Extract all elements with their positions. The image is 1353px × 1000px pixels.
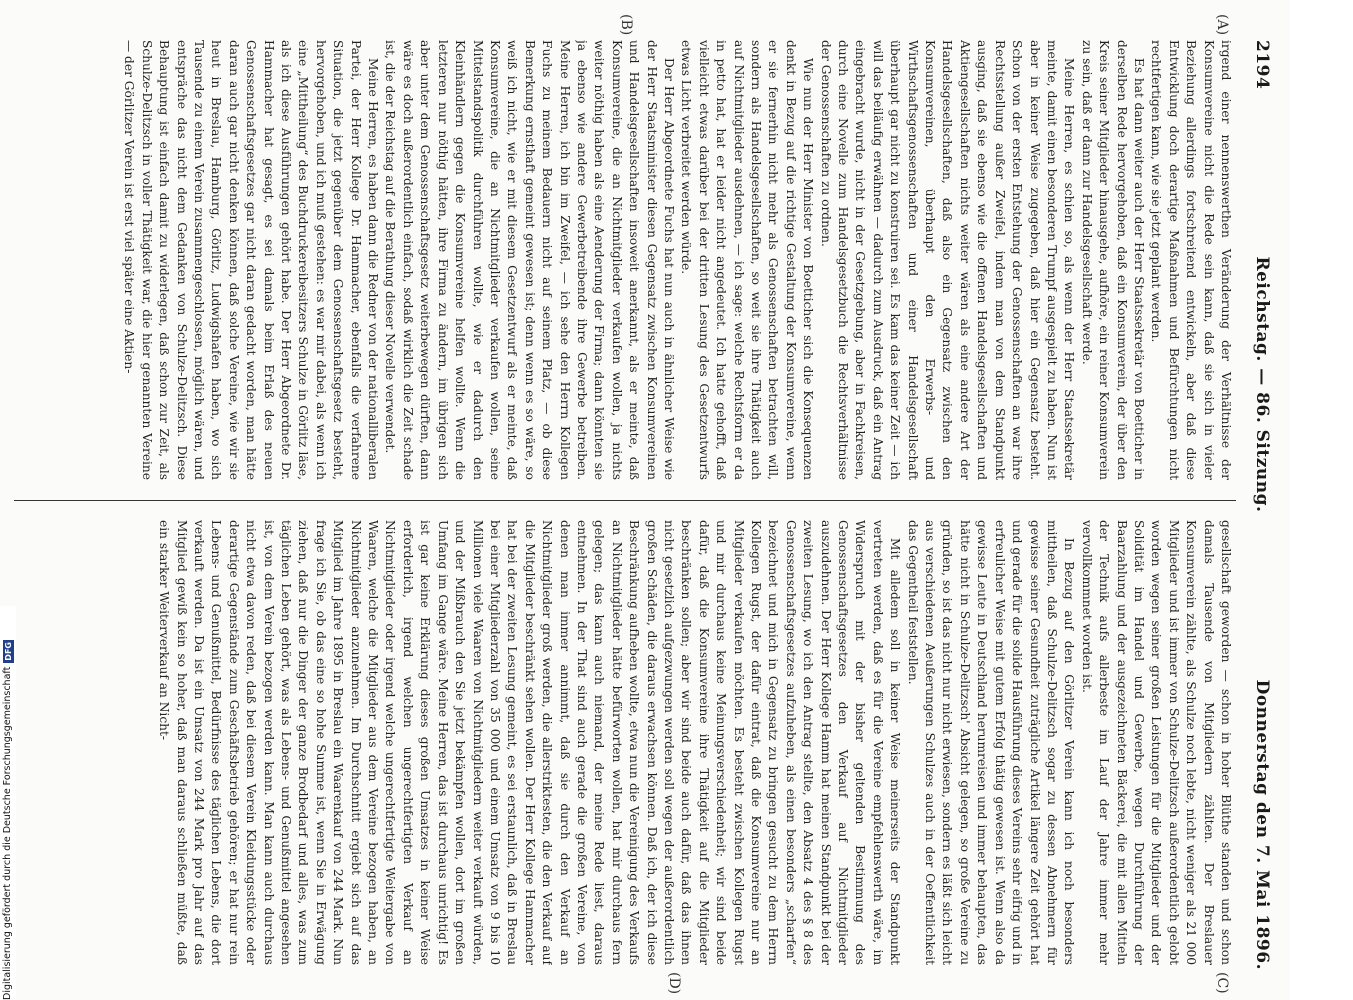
margin-marker-c: (C) <box>1214 972 1230 994</box>
header-title: Reichstag. — 86. Sitzung. <box>1252 256 1272 513</box>
margin-marker-d: (D) <box>666 972 682 995</box>
paragraph: Meine Herren, es haben dann die Redner von der nationalliberalen Partei, der Herr Kollege Dr. Hammacher, ebenfalls die verfahrene Situation, die jetzt gegenüber dem Genossenschaftsgesetz besteht, hervorgehoben, und ich muß gestehen: es war mir dabei, als wenn ich eine „Mittheilung“ des Buchdruckereibesitzers Schulze in Görlitz läse, als ich diese Ausführungen gehört habe. Der Herr Abgeordnete Dr. Hammacher hat gesagt, es sei damals beim Erlaß des neuen Genossenschaftsgesetzes gar nicht daran gedacht worden, man hätte daran auch gar nicht denken können, daß solche Vereine, wie wir sie heut in Breslau, Hamburg, Görlitz, Ludwigshafen haben, wo sich Tausende zu einem Verein zusammengeschlossen, möglich wären, und entspräche das nicht dem Gedanken von Schulze-Delitzsch. Diese Behauptung ist einfach damit zu widerlegen, daß schon zur Zeit, als Schulze-Delitzsch in voller Thätigkeit war, die hier genannten Vereine — der Görlitzer Verein ist erst viel später eine Aktien- <box>122 40 381 480</box>
page-number: 2194 <box>1252 40 1272 90</box>
paragraph: irgend einer nennenswerthen Veränderung der Verhältnisse der Konsumvereine nicht die Rede sein kann, daß sie sich in vieler Beziehung allerdings fortschreitend entwickeln, aber daß diese Entwicklung doch derartige Maßnahmen und Befürchtungen nicht rechtfertigen kann, wie sie jetzt geplant werden. <box>1149 40 1233 480</box>
margin-marker-a: (A) <box>1214 14 1230 36</box>
paragraph: Wie nun der Herr Minister von Boetticher sich die Konsequenzen denkt in Bezug auf die richtige Gestaltung der Konsumvereine, wenn er sie fernerhin nicht mehr als Genossenschaften betrachten will, sondern als Handelsgesellschaften, so weit sie ihre Thätigkeit auch auf Nichtmitglieder ausdehnen, — ich sage: welche Rechtsform er da in petto hat, hat er leider nicht angedeutet. Ich hatte gehofft, daß vielleicht etwas darüber bei der dritten Lesung des Gesetzentwurfs etwas Licht verbreitet werden würde. <box>679 40 816 480</box>
dfg-logo-icon: DFG <box>3 642 13 661</box>
header-date: Donnerstag den 7. Mai 1896. <box>1252 679 1272 970</box>
funding-notice <box>1 606 15 1000</box>
page-header <box>1242 40 1282 970</box>
paragraph: gesellschaft geworden — schon in hoher Blüthe standen und schon damals Tausende von Mitgliedern zählten. Der Breslauer Konsumverein zählte, als Schulze noch lebte, nicht weniger als 21 000 Mitglieder und ist immer von Schulze-Delitzsch außerordentlich gelobt worden wegen seiner großen Leistungen für die Mitglieder und der Solidität im Handel und Gewerbe, wegen Durchführung der Baarzahlung und der ausgezeichneten Bäckerei, die mit allen Mitteln der Technik aufs allerbeste im Lauf der Jahre immer mehr vervollkommnet worden ist. <box>1079 520 1233 965</box>
column-divider <box>14 500 1236 501</box>
margin-marker-b: (B) <box>618 14 634 36</box>
paragraph: Mit alledem soll in keiner Weise meinerseits der Standpunkt vertreten werden, daß es für die Vereine empfehlenswerth wäre, im Widerspruch mit der bisher geltenden Bestimmung des Genossenschaftsgesetzes den Verkauf auf Nichtmitglieder auszudehnen. Der Herr Kollege Hamm hat meinen Standpunkt bei der zweiten Lesung, wo ich den Antrag stellte, den Absatz 4 des § 8 des Genossenschaftsgesetzes aufzuheben, als einen besonders „scharfen“ bezeichnet und mich in Gegensatz zu bringen gesucht zu dem Herrn Kollegen Rugst, der dafür eintrat, daß die Konsumvereine nur an Mitglieder verkaufen möchten. Es besteht zwischen Kollegen Rugst und mir durchaus keine Meinungsverschiedenheit; wir sind beide dafür, daß die Konsumvereine ihre Thätigkeit auf die Mitglieder beschränken sollen; aber wir sind beide auch dafür, daß das ihnen nicht gesetzlich aufgezwungen werden soll wegen der außerordentlich großen Schäden, die daraus erwachsen können. Daß ich, der ich diese Beschränkung aufheben wollte, etwa nun die Vereinigung des Verkaufs an Nichtmitglieder hätte befürworten wollen, hat mir durchaus fern gelegen; das kann auch niemand, der meine Rede liest, daraus entnehmen. In der That sind auch gerade die großen Vereine, von denen man immer annimmt, daß sie durch den Verkauf an Nichtmitglieder groß werden, die allerstriktesten, die den Verkauf auf die Mitglieder beschränkt sehen wollen. Der Herr Kollege Hammacher hat bei der zweiten Lesung gemeint, es sei erstaunlich, daß in Breslau bei einer Mitgliederzahl von 35 000 und einem Umsatz von 9 bis 10 Millionen viele Waaren von Nichtmitgliedern weiter verkauft würden, und der Mißbrauch den Sie jetzt bekämpfen wollen, dort im großen Umfang im Gange wäre. Meine Herren, das ist durchaus unrichtig! Es ist gar keine Erklärung dieses großen Umsatzes in keiner Weise erforderlich, irgend welchen ungerechtfertigten Verkauf an Nichtmitglieder oder irgend welche ungerechtfertigte Weitergabe von Waaren, welche die Mitglieder aus dem Vereine bezogen haben, an Nichtmitglieder anzunehmen. Im Durchschnitt ergiebt sich auf das Mitglied im Jahre 1895 in Breslau ein Waarenkauf von 244 Mark. Nun frage ich Sie, ob das eine so hohe Summe ist, wenn Sie in Erwägung ziehen, daß nur die Dinger der ganze Brodbedarf und alles, was zum täglichen Leben gehört, was als Lebens- und Genußmittel angesehen ist, von dem Verein bezogen werden kann. Man kann auch durchaus nicht etwa davon reden, daß bei diesem Verein Kleidungsstücke oder derartige Gegenstände zum Geschäftsbetrieb gehören; er hat nur rein Lebens- und Genußmittel, Bedürfnisse des täglichen Lebens, die dort verkauft werden. Da ist ein Umsatz von 244 Mark pro Jahr auf das Mitglied gewiß kein so hoher, daß man daraus schließen müßte, daß ein starker Weiterverkauf an Nicht- <box>157 520 903 965</box>
paragraph: In Bezug auf den Görlitzer Verein kann ich noch besonders mittheilen, daß Schulze-Delitzsch sogar zu dessen Abnehmern für gewisse seiner Gesundheit zuträgliche Artikel längere Zeit gehört hat und gerade für die solide Hausführung dieses Vereins sehr eifrig und in erfreulicher Weise mit gutem Erfolg thätig gewesen ist. Wenn also da gewisse Leute in Deutschland herumreisen und immer behaupten, das hätte nicht in Schulze-Delitzsch' Absicht gelegen, so große Vereine zu gründen, so ist das nicht nur nicht erwiesen, sondern es läßt sich leicht aus verschiedenen Aeußerungen Schulzes auch in der Oeffentlichkeit das Gegentheil feststellen. <box>905 520 1077 965</box>
paragraph: Es hat dann weiter auch der Herr Staatssekretär von Boetticher in derselben Rede hervorgehoben, daß ein Konsumverein, der über den Kreis seiner Mitglieder hinausgehe, aufhöre, ein reiner Konsumverein zu sein, daß er dann zur Handelsgesellschaft werde. <box>1079 40 1146 480</box>
left-text-column <box>10 40 1234 480</box>
paragraph: Meine Herren, es schien so, als wenn der Herr Staatssekretär meinte, damit einen besonderen Trumpf ausgespielt zu haben. Nun ist aber in keiner Weise zugegeben, daß hier ein Gegensatz besteht. Schon von der ersten Entstehung der Genossenschaften an war ihre Rechtsstellung außer Zweifel, indem man von dem Standpunkt ausging, daß sie ebenso wie die offenen Handelsgesellschaften und Aktiengesellschaften nichts weiter wären als eine andere Art der Handelsgesellschaften, daß also ein Gegensatz zwischen den Konsumvereinen, überhaupt den Erwerbs- und Wirthschaftsgenossenschaften und einer Handelsgesellschaft überhaupt gar nicht zu konstruiren sei. Es kam das keiner Zeit — ich will das beiläufig erwähnen — dadurch zum Ausdruck, daß ein Antrag eingebracht wurde, nicht in der Gesetzgebung, aber in Fachkreisen, durch eine Novelle zum Handelsgesetzbuch die Rechtsverhältnisse der Genossenschaften zu ordnen. <box>818 40 1077 480</box>
funding-text: Digitalisierung gefördert durch die Deutsche Forschungsgemeinschaft <box>2 666 13 1000</box>
right-text-column <box>10 520 1234 965</box>
paragraph: Der Herr Abgeordnete Fuchs hat nun auch in ähnlicher Weise wie der Herr Staatsminister diesen Gegensatz zwischen Konsumvereinen und Handelsgesellschaften insoweit anerkannt, als er meinte, daß Konsumvereine, die an Nichtmitglieder verkaufen wollen, ja nichts weiter nöthig haben als eine Aenderung der Firma; dann könnten sie ja ebenso wie andere Gewerbetreibende ihre Gewerbe betreiben. Meine Herren, ich bin im Zweifel, — ich sehe den Herrn Kollegen Fuchs zu meinem Bedauern nicht auf seinem Platz, — ob diese Bemerkung ernsthaft gemeint gewesen ist; denn wenn es so wäre, so weiß ich nicht, wie er mit diesem Gesetzentwurf als er meinte, daß Konsumvereine, die an Nichtmitglieder verkaufen wollen, seine Mittelstandspolitik durchführen wollte, wie er dadurch den Kleinhändlern gegen die Konsumvereine helfen wollte. Wenn die letzteren nur nöthig hätten, ihre Firma zu ändern, im übrigen sich aber unter dem Genossenschaftsgesetz weiterbewegen dürften, dann wäre es doch außerordentlich einfach, sodaß wirklich die Zeit schade ist, die der Reichstag auf die Berathung dieser Novelle verwendet. <box>383 40 676 480</box>
